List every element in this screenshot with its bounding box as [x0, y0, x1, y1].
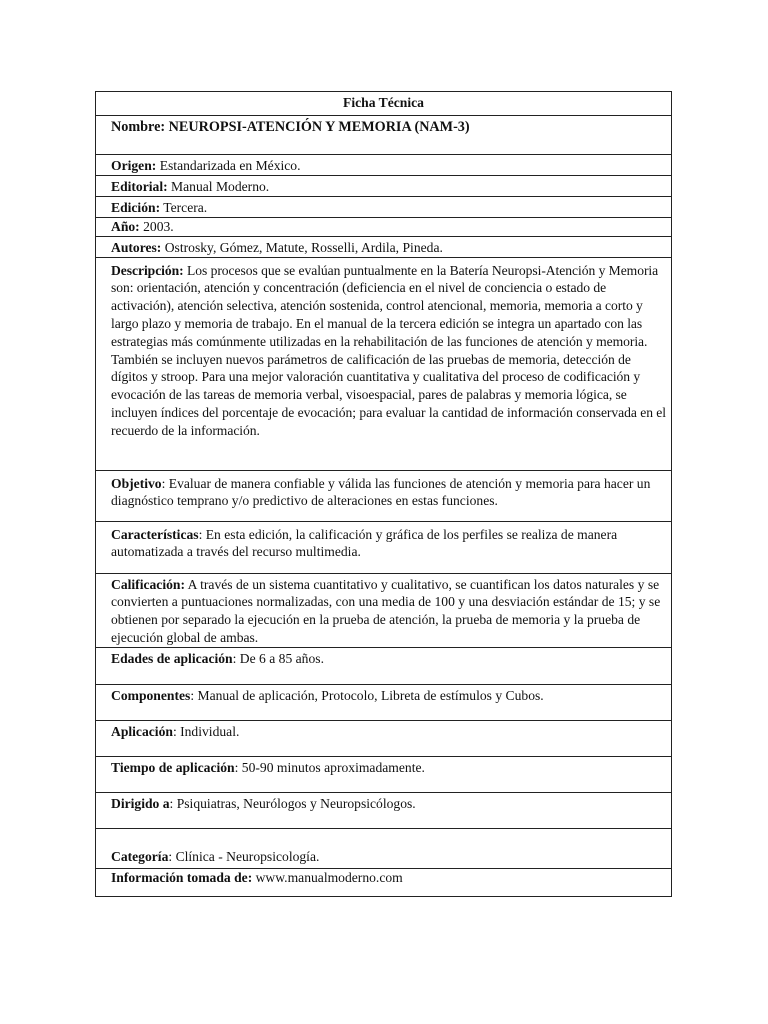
- aplicacion-value: : Individual.: [172, 723, 240, 739]
- caracteristicas-label: Características: [111, 526, 199, 542]
- nombre-value: NEUROPSI-ATENCIÓN Y MEMORIA (NAM-3): [168, 119, 470, 135]
- edicion-label: Edición:: [111, 200, 161, 215]
- anio-row: [96, 217, 672, 236]
- componentes-label: Componentes: [111, 687, 191, 703]
- editorial-label: Editorial:: [111, 179, 168, 194]
- nombre-row: [96, 116, 672, 155]
- autores-label: Autores:: [111, 239, 162, 255]
- categoria-label: Categoría: [111, 848, 169, 864]
- table-title: Ficha Técnica: [96, 92, 672, 116]
- dirigido-row: [96, 792, 672, 828]
- caracteristicas-row: [96, 521, 672, 573]
- dirigido-value: : Psiquiatras, Neurólogos y Neuropsicólogos.: [169, 795, 416, 811]
- edicion-value: Tercera.: [160, 200, 208, 215]
- objetivo-label: Objetivo: [111, 475, 162, 491]
- objetivo-row: [96, 470, 672, 521]
- origen-value: Estandarizada en México.: [156, 158, 301, 173]
- autores-row: [96, 236, 672, 257]
- caracteristicas-value: : En esta edición, la calificación y gráfica de los perfiles se realiza de manera automatizada a través del recurso multimedia.: [111, 526, 618, 560]
- calificacion-value: A través de un sistema cuantitativo y cualitativo, se cuantifican los datos naturales y se convierten a puntuaciones normalizadas, con una media de 100 y una desviación estándar de 15; y se obtienen por separado la ejecución en la prueba de atención, la prueba de memoria y la prueba de ejecución global de ambas.: [111, 576, 661, 645]
- fuente-row: [96, 868, 672, 896]
- descripcion-label: Descripción:: [111, 262, 184, 278]
- objetivo-value: : Evaluar de manera confiable y válida las funciones de atención y memoria para hacer un diagnóstico temprano y/o predictivo de alteraciones en estas funciones.: [111, 475, 651, 509]
- categoria-row: [96, 828, 672, 868]
- categoria-value: : Clínica - Neuropsicología.: [168, 848, 320, 864]
- calificacion-row: [96, 573, 672, 647]
- edades-row: [96, 647, 672, 684]
- descripcion-row: [96, 257, 672, 470]
- anio-value: 2003.: [139, 218, 174, 234]
- ficha-tecnica-table: [95, 91, 672, 897]
- editorial-value: Manual Moderno.: [167, 179, 270, 194]
- autores-value: Ostrosky, Gómez, Matute, Rosselli, Ardila, Pineda.: [161, 239, 443, 255]
- nombre-label: Nombre:: [111, 119, 166, 135]
- edades-value: : De 6 a 85 años.: [232, 650, 324, 666]
- aplicacion-label: Aplicación: [111, 723, 173, 739]
- fuente-label: Información tomada de:: [111, 869, 253, 885]
- header-row: [96, 92, 672, 116]
- tiempo-label: Tiempo de aplicación: [111, 759, 235, 775]
- edicion-row: [96, 197, 672, 218]
- componentes-row: [96, 684, 672, 720]
- componentes-value: : Manual de aplicación, Protocolo, Libreta de estímulos y Cubos.: [190, 687, 544, 703]
- fuente-value: www.manualmoderno.com: [252, 869, 403, 885]
- calificacion-label: Calificación:: [111, 576, 185, 592]
- origen-label: Origen:: [111, 158, 157, 173]
- anio-label: Año:: [111, 218, 140, 234]
- edades-label: Edades de aplicación: [111, 650, 233, 666]
- tiempo-row: [96, 756, 672, 792]
- descripcion-value: Los procesos que se evalúan puntualmente en la Batería Neuropsi-Atención y Memoria son: orientación, atención y concentración (deficiencia en el nivel de conciencia o estado de activación), atención selectiva, atención sostenida, control atencional, memoria, memoria a corto y largo plazo y memoria de trabajo. En el manual de la tercera edición se integra un apartado con las estrategias más comúnmente utilizadas en la rehabilitación de las funciones de atención y memoria. También se incluyen nuevos parámetros de calificación de las pruebas de memoria, detección de dígitos y stroop. Para una mejor valoración cuantitativa y cualitativa del proceso de codificación y evocación de las tareas de memoria verbal, visoespacial, pares de palabras y memoria lógica, se incluyen índices del porcentaje de evocación; para evaluar la cantidad de información conservada en el recuerdo de la información.: [111, 262, 666, 438]
- aplicacion-row: [96, 720, 672, 756]
- dirigido-label: Dirigido a: [111, 795, 170, 811]
- tiempo-value: : 50-90 minutos aproximadamente.: [234, 759, 425, 775]
- origen-row: [96, 155, 672, 176]
- editorial-row: [96, 176, 672, 197]
